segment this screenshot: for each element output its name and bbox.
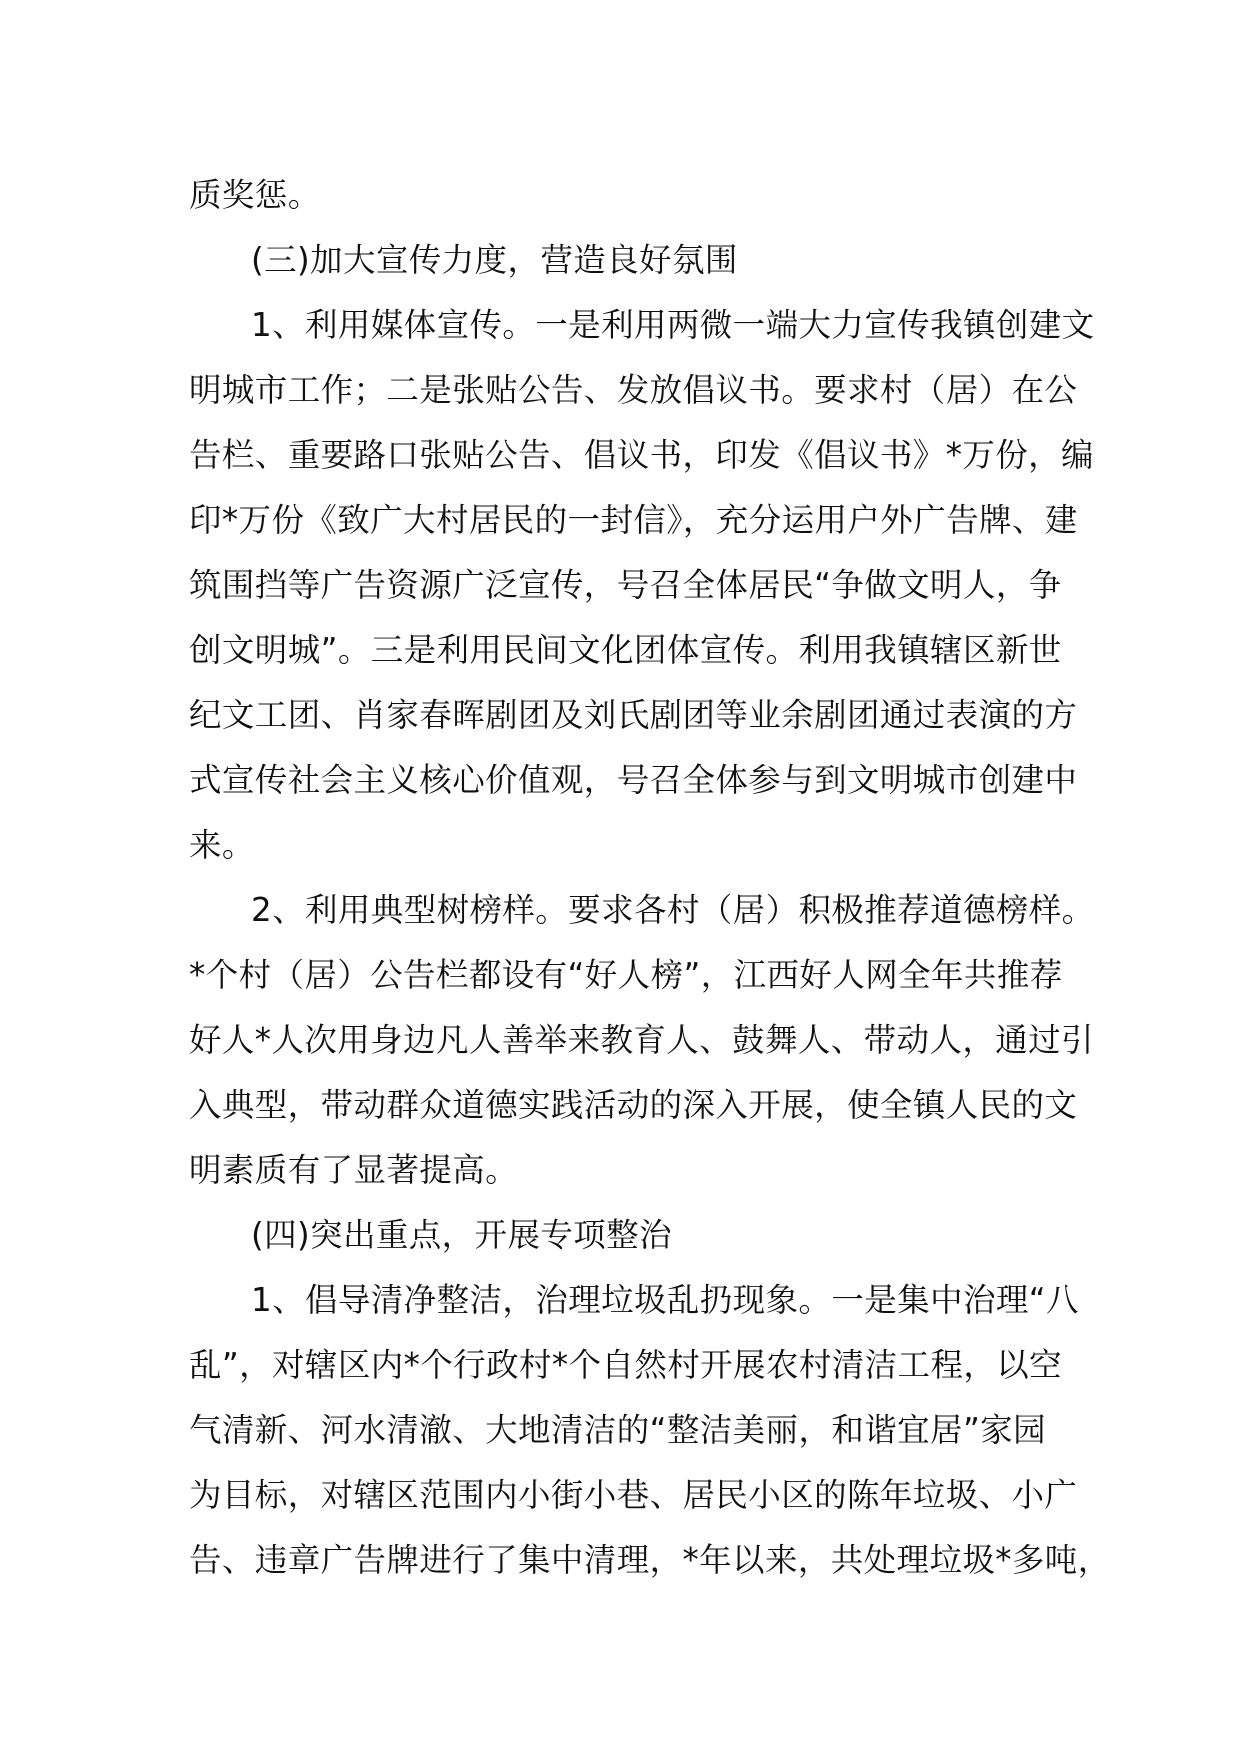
text-line: 为目标，对辖区范围内小街小巷、居民小区的陈年垃圾、小广: [189, 1476, 1078, 1514]
text-line: 印*万份《致广大村居民的一封信》，充分运用户外广告牌、建: [189, 501, 1078, 539]
text-line: 纪文工团、肖家春晖剧团及刘氏剧团等业余剧团通过表演的方: [189, 696, 1078, 734]
text-line: 筑围挡等广告资源广泛宣传，号召全体居民“争做文明人，争: [189, 566, 1062, 604]
text-line: 明城市工作；二是张贴公告、发放倡议书。要求村（居）在公: [189, 371, 1078, 409]
document-body: [189, 163, 1111, 1593]
text-line: 1、利用媒体宣传。一是利用两微一端大力宣传我镇创建文: [251, 306, 1095, 344]
text-line: 创文明城”。三是利用民间文化团体宣传。利用我镇辖区新世: [189, 631, 1062, 669]
text-line: 式宣传社会主义核心价值观，号召全体参与到文明城市创建中: [189, 761, 1078, 799]
section-heading: (三)加大宣传力度，营造良好氛围: [251, 241, 738, 279]
text-line: *个村（居）公告栏都设有“好人榜”，江西好人网全年共推荐: [189, 956, 1063, 994]
text-line: 乱”，对辖区内*个行政村*个自然村开展农村清洁工程，以空: [189, 1346, 1063, 1384]
section-heading: (四)突出重点，开展专项整治: [251, 1216, 672, 1254]
text-line: 气清新、河水清澈、大地清洁的“整洁美丽，和谐宜居”家园: [189, 1411, 1046, 1449]
text-line: 告、违章广告牌进行了集中清理，*年以来，共处理垃圾*多吨，: [189, 1541, 1111, 1579]
text-line: 2、利用典型树榜样。要求各村（居）积极推荐道德榜样。: [251, 891, 1095, 929]
text-line: 1、倡导清净整洁，治理垃圾乱扔现象。一是集中治理“八: [251, 1281, 1079, 1319]
text-line: 入典型，带动群众道德实践活动的深入开展，使全镇人民的文: [189, 1086, 1078, 1124]
text-line: 质奖惩。: [189, 176, 321, 214]
text-line: 好人*人次用身边凡人善举来教育人、鼓舞人、带动人，通过引: [189, 1021, 1094, 1059]
text-line: 告栏、重要路口张贴公告、倡议书，印发《倡议书》*万份，编: [189, 436, 1094, 474]
text-line: 来。: [189, 826, 255, 864]
text-line: 明素质有了显著提高。: [189, 1151, 519, 1189]
